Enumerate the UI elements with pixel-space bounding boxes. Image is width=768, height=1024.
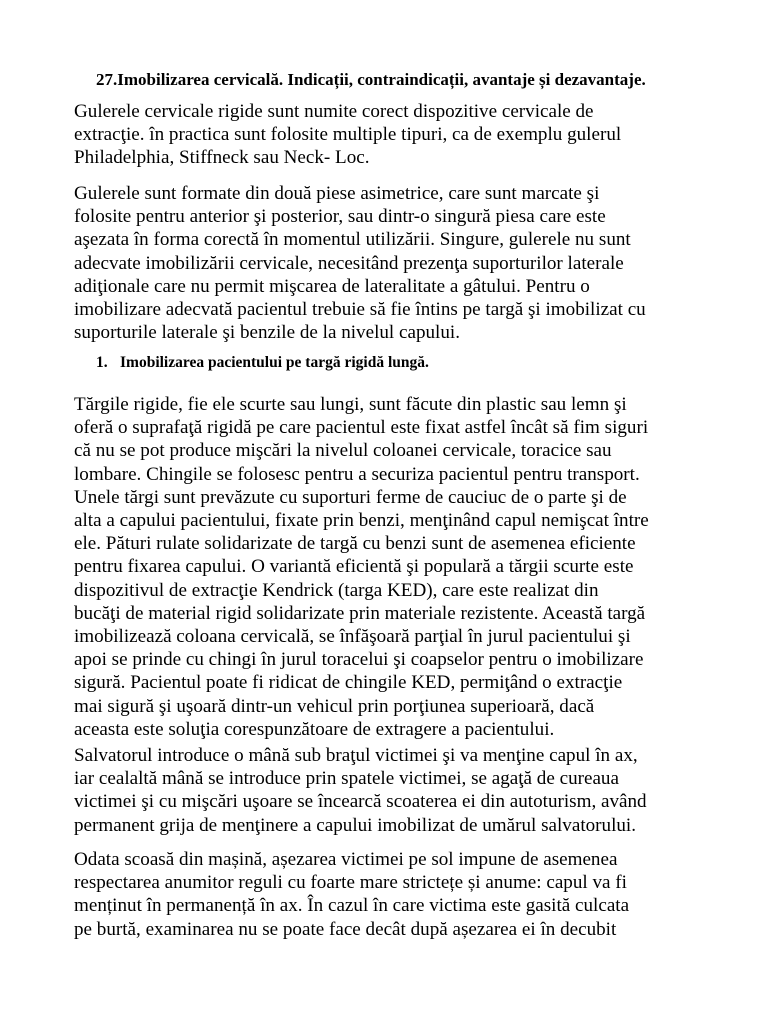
text-line: aşezata în forma corectă în momentul utilizării. Singure, gulerele nu sunt (74, 229, 631, 251)
text-line: permanent grija de menţinere a capului imobilizat de umărul salvatorului. (74, 814, 637, 836)
text-line: Gulerele cervicale rigide sunt numite corect dispozitive cervicale de (74, 101, 594, 122)
paragraph-collars (74, 182, 714, 344)
text-line: pentru fixarea capului. O variantă eficientă şi populară a tărgii scurte este (74, 556, 634, 578)
text-line: imobilizează coloana cervicală, se înfăşoară parţial în jurul pacientului şi (74, 626, 631, 648)
text-line: alta a capului pacientului, fixate prin benzi, menţinând capul nemişcat între (74, 510, 649, 532)
text-line: oferă o suprafaţă rigidă pe care pacientul este fixat astfel încât să fim siguri (74, 417, 649, 439)
subsection-title: Imobilizarea pacientului pe targă rigidă lungă. (120, 354, 429, 371)
paragraph-stretchers (74, 393, 714, 741)
text-line: mai sigură şi uşoară dintr-un vehicul prin porţiunea superioară, dacă (74, 695, 595, 717)
paragraph-intro (74, 100, 714, 170)
text-line: adecvate imobilizării cervicale, necesitând prezenţa suporturilor laterale (74, 252, 624, 274)
subsection-number: 1. (96, 354, 108, 371)
text-line: bucăţi de material rigid solidarizate prin materiale rezistente. Această targă (74, 602, 646, 624)
text-line: Tărgile rigide, fie ele scurte sau lungi, sunt făcute din plastic sau lemn şi (74, 394, 627, 415)
text-line: suporturile laterale şi benzile de la nivelul capului. (74, 322, 460, 344)
subsection-heading (96, 352, 716, 374)
text-line: Salvatorul introduce o mână sub braţul victimei şi va menţine capul în ax, (74, 745, 638, 766)
text-line: ele. Pături rulate solidarizate de targă cu benzi sunt de asemenea eficiente (74, 533, 636, 555)
text-line: victimei şi cu mişcări uşoare se încearcă scoaterea ei din autoturism, având (74, 791, 647, 813)
text-line: apoi se prinde cu chingi în jurul toracelui şi coapselor pentru o imobilizare (74, 649, 644, 671)
text-line: sigură. Pacientul poate fi ridicat de chingile KED, permiţând o extracţie (74, 672, 623, 694)
text-line: respectarea anumitor reguli cu foarte mare strictețe și anume: capul va fi (74, 872, 627, 894)
text-line: Philadelphia, Stiffneck sau Neck- Loc. (74, 147, 370, 169)
text-line: Unele tărgi sunt prevăzute cu suporturi ferme de cauciuc de o parte şi de (74, 486, 627, 508)
text-line: folosite pentru anterior şi posterior, sau dintr-o singură piesa care este (74, 206, 606, 228)
text-line: iar cealaltă mână se introduce prin spatele victimei, se agaţă de cureaua (74, 768, 619, 790)
text-line: că nu se pot produce mişcări la nivelul coloanei cervicale, toracice sau (74, 440, 612, 462)
text-line: aceasta este soluţia corespunzătoare de extragere a pacientului. (74, 718, 555, 740)
paragraph-rescuer (74, 744, 714, 837)
text-line: extracţie. în practica sunt folosite multiple tipuri, ca de exemplu gulerul (74, 124, 622, 146)
text-line: dispozitivul de extracţie Kendrick (targa KED), care este realizat din (74, 579, 599, 601)
text-line: lombare. Chingile se folosesc pentru a securiza pacientul pentru transport. (74, 463, 640, 485)
text-line: Odata scoasă din mașină, așezarea victimei pe sol impune de asemenea (74, 849, 618, 870)
text-line: Gulerele sunt formate din două piese asimetrice, care sunt marcate şi (74, 183, 600, 204)
text-line: adiţionale care nu permit mişcarea de lateralitate a gâtului. Pentru o (74, 275, 590, 297)
paragraph-ground (74, 848, 714, 941)
text-line: menținut în permanență în ax. În cazul în care victima este gasită culcata (74, 895, 630, 917)
text-line: pe burtă, examinarea nu se poate face decât după așezarea ei în decubit (74, 918, 617, 940)
page-title: 27.Imobilizarea cervicală. Indicații, contraindicații, avantaje și dezavantaje. (96, 70, 646, 89)
text-line: imobilizare adecvată pacientul trebuie să fie întins pe targă şi imobilizat cu (74, 299, 646, 321)
